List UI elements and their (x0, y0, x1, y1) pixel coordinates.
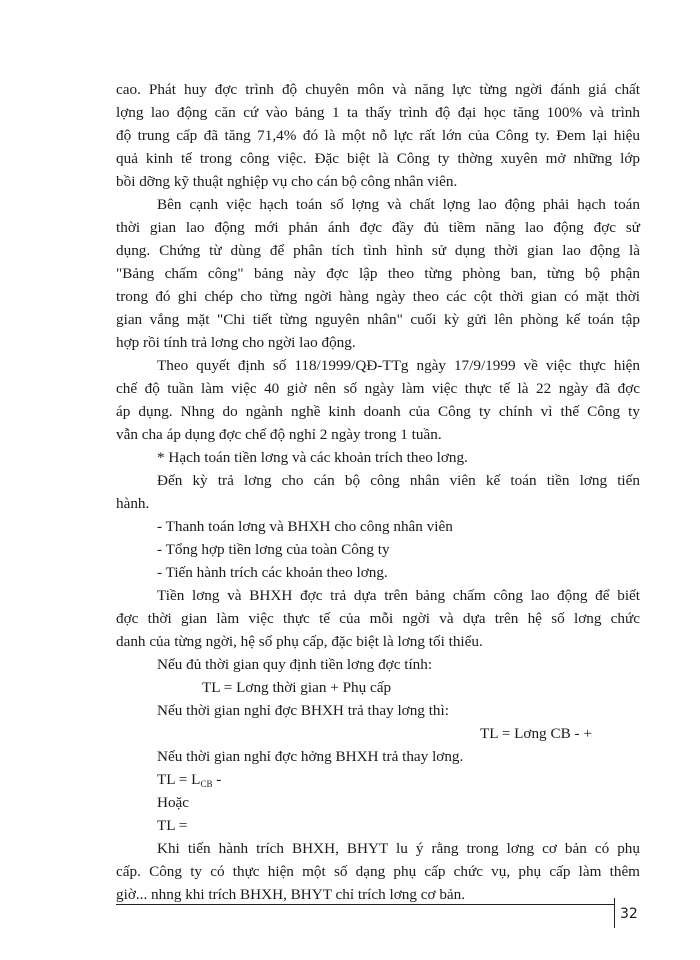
text-line: Nếu thời gian nghỉ đợc BHXH trả thay lơng thì: (157, 702, 449, 719)
formula-subscript: CB (200, 779, 213, 789)
text-line: cao. Phát huy đợc trình độ chuyên môn và năng lực từng ngời đánh giá chất (116, 81, 640, 98)
text-line: Đến kỳ trả lơng cho cán bộ công nhân viên kế toán tiền lơng tiến (157, 472, 640, 489)
text-line: Theo quyết định số 118/1999/QĐ-TTg ngày 17/9/1999 về việc thực hiện (157, 357, 640, 374)
text-line: trong đó ghi chép cho từng ngời hàng ngày theo các cột thời gian có mặt thời (116, 288, 640, 305)
formula-text: TL = L (157, 771, 201, 788)
text-line: hành. (116, 495, 150, 512)
text-line: Tiền lơng và BHXH đợc trả dựa trên bảng chấm công lao động để biết (157, 587, 640, 604)
list-item: - Tiến hành trích các khoản theo lơng. (157, 564, 388, 581)
text-line: đợc thời gian làm việc thực tế của mỗi ngời và dựa trên hệ số lơng chức (116, 610, 640, 627)
page-number: 32 (620, 906, 638, 922)
text-line: chế độ tuần làm việc 40 giờ nên số ngày làm việc thực tế là 22 ngày đã đợc (116, 380, 640, 397)
section-heading: * Hạch toán tiền lơng và các khoản trích theo lơng. (157, 449, 468, 466)
text-line: thời gian lao động mới phản ánh đợc đầy đủ tiềm năng lao động đợc sử (116, 219, 640, 236)
formula: TL = Lơng thời gian + Phụ cấp (202, 679, 392, 696)
footer-rule (116, 904, 614, 905)
text-line: bồi dỡng kỹ thuật nghiệp vụ cho cán bộ công nhân viên. (116, 173, 458, 190)
text-line: lợng lao động căn cứ vào bảng 1 ta thấy trình độ đại học tăng 100% và trình (116, 104, 640, 121)
text-line: Bên cạnh việc hạch toán số lợng và chất lợng lao động phải hạch toán (157, 196, 640, 213)
footer-divider (614, 898, 615, 928)
text-line: Nếu đủ thời gian quy định tiền lơng đợc tính: (157, 656, 433, 673)
text-line: quả kinh tế trong công việc. Đặc biệt là Công ty thờng xuyên mở những lớp (116, 150, 640, 167)
text-line: Khi tiến hành trích BHXH, BHYT lu ý rằng trong lơng cơ bản có phụ (157, 840, 640, 857)
text-line: hợp rồi tính trả lơng cho ngời lao động. (116, 334, 356, 351)
text-line: "Bảng chấm công" bảng này đợc lập theo từng phòng ban, từng bộ phận (116, 265, 640, 282)
text-line: danh của từng ngời, hệ số phụ cấp, đặc biệt là lơng tối thiểu. (116, 633, 483, 650)
formula: TL = (157, 817, 188, 834)
list-item: - Thanh toán lơng và BHXH cho công nhân viên (157, 518, 453, 535)
text-line: Hoặc (157, 794, 190, 811)
text-line: độ trung cấp đã tăng 71,4% đó là một nỗ lực rất lớn của Công ty. Đem lại hiệu (116, 127, 640, 144)
text-line: Nếu thời gian nghỉ đợc hởng BHXH trả thay lơng. (157, 748, 464, 765)
text-line: vẫn cha áp dụng đợc chế độ nghỉ 2 ngày trong 1 tuần. (116, 426, 442, 443)
text-line: gian vắng mặt "Chi tiết từng nguyên nhân" cuối kỳ gửi lên phòng kế toán tập (116, 311, 640, 328)
text-line: áp dụng. Nhng do ngành nghề kinh doanh của Công ty chính vì thế Công ty (116, 403, 640, 420)
text-line: cấp. Công ty có thực hiện một số dạng phụ cấp chức vụ, phụ cấp làm thêm (116, 863, 640, 880)
formula-text: - (212, 771, 222, 788)
text-line: giờ... nhng khi trích BHXH, BHYT chỉ trích lơng cơ bản. (116, 886, 466, 903)
list-item: - Tổng hợp tiền lơng của toàn Công ty (157, 541, 390, 558)
text-line: dụng. Chứng từ dùng để phân tích tình hình sử dụng thời gian lao động là (116, 242, 640, 259)
formula: TL = Lơng CB - + (480, 725, 592, 742)
